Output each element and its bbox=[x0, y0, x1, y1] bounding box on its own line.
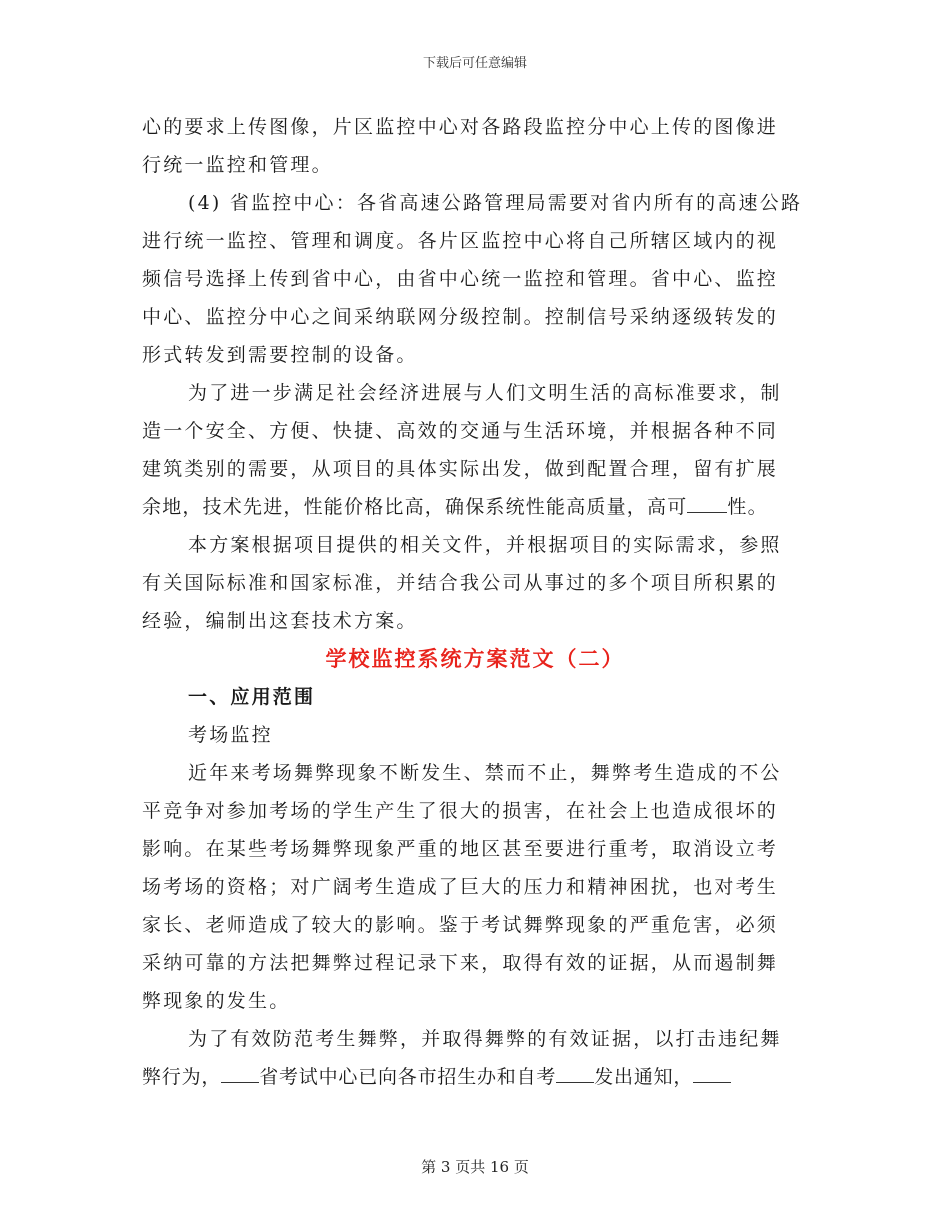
blank-underline bbox=[693, 1058, 731, 1083]
paragraph-line: 中心、监控分中心之间采纳联网分级控制。控制信号采纳逐级转发的 bbox=[142, 306, 779, 328]
section-title: 学校监控系统方案范文（二） bbox=[325, 646, 625, 671]
paragraph-line: 弊现象的发生。 bbox=[142, 990, 291, 1012]
blank-underline bbox=[221, 1058, 259, 1083]
paragraph-line bbox=[142, 488, 808, 526]
sub-heading: 考场监控 bbox=[188, 724, 273, 746]
page-header: 下载后可任意编辑 bbox=[422, 56, 527, 71]
paragraph-line: 平竞争对参加考场的学生产生了很大的损害，在社会上也造成很坏的 bbox=[142, 800, 779, 822]
paragraph-line: 家长、老师造成了较大的影响。鉴于考试舞弊现象的严重危害，必须 bbox=[142, 914, 779, 936]
line-text: 弊行为， bbox=[142, 1066, 222, 1088]
paragraph-line: 建筑类别的需要，从项目的具体实际出发，做到配置合理，留有扩展 bbox=[142, 458, 779, 480]
paragraph-line: 形式转发到需要控制的设备。 bbox=[142, 344, 418, 366]
paragraph-line: (4) 省监控中心：各省高速公路管理局需要对省内所有的高速公路 bbox=[188, 192, 803, 214]
line-text: 发出通知， bbox=[594, 1066, 694, 1088]
line-text: 余地，技术先进，性能价格比高，确保系统性能高质量，高可 bbox=[142, 496, 688, 518]
blank-underline bbox=[556, 1058, 594, 1083]
paragraph-line: 为了进一步满足社会经济进展与人们文明生活的高标准要求，制 bbox=[188, 382, 782, 404]
paragraph-line: 造一个安全、方便、快捷、高效的交通与生活环境，并根据各种不同 bbox=[142, 420, 779, 442]
paragraph-line: 为了有效防范考生舞弊，并取得舞弊的有效证据，以打击违纪舞 bbox=[188, 1028, 782, 1050]
paragraph-line: 频信号选择上传到省中心，由省中心统一监控和管理。省中心、监控 bbox=[142, 268, 779, 290]
blank-underline bbox=[687, 488, 727, 513]
paragraph-line: 采纳可靠的方法把舞弊过程记录下来，取得有效的证据，从而遏制舞 bbox=[142, 952, 779, 974]
paragraph-line: 场考场的资格；对广阔考生造成了巨大的压力和精神困扰，也对考生 bbox=[142, 876, 779, 898]
paragraph-line: 影响。在某些考场舞弊现象严重的地区甚至要进行重考，取消设立考 bbox=[142, 838, 779, 860]
paragraph-line bbox=[142, 1058, 808, 1096]
paragraph-line: 行统一监控和管理。 bbox=[142, 154, 333, 176]
paragraph-line: 近年来考场舞弊现象不断发生、禁而不止，舞弊考生造成的不公 bbox=[188, 762, 782, 784]
page-footer: 第 3 页共 16 页 bbox=[421, 1158, 529, 1176]
section-heading: 一、应用范围 bbox=[188, 686, 316, 708]
paragraph-line: 心的要求上传图像，片区监控中心对各路段监控分中心上传的图像进 bbox=[142, 116, 779, 138]
line-text: 省考试中心已向各市招生办和自考 bbox=[259, 1066, 557, 1088]
paragraph-line: 有关国际标准和国家标准，并结合我公司从事过的多个项目所积累的 bbox=[142, 572, 779, 594]
line-text: 性。 bbox=[727, 496, 768, 518]
paragraph-line: 进行统一监控、管理和调度。各片区监控中心将自己所辖区域内的视 bbox=[142, 230, 779, 252]
paragraph-line: 经验，编制出这套技术方案。 bbox=[142, 610, 418, 632]
document-body bbox=[142, 108, 808, 1096]
paragraph-line: 本方案根据项目提供的相关文件，并根据项目的实际需求，参照 bbox=[188, 534, 782, 556]
